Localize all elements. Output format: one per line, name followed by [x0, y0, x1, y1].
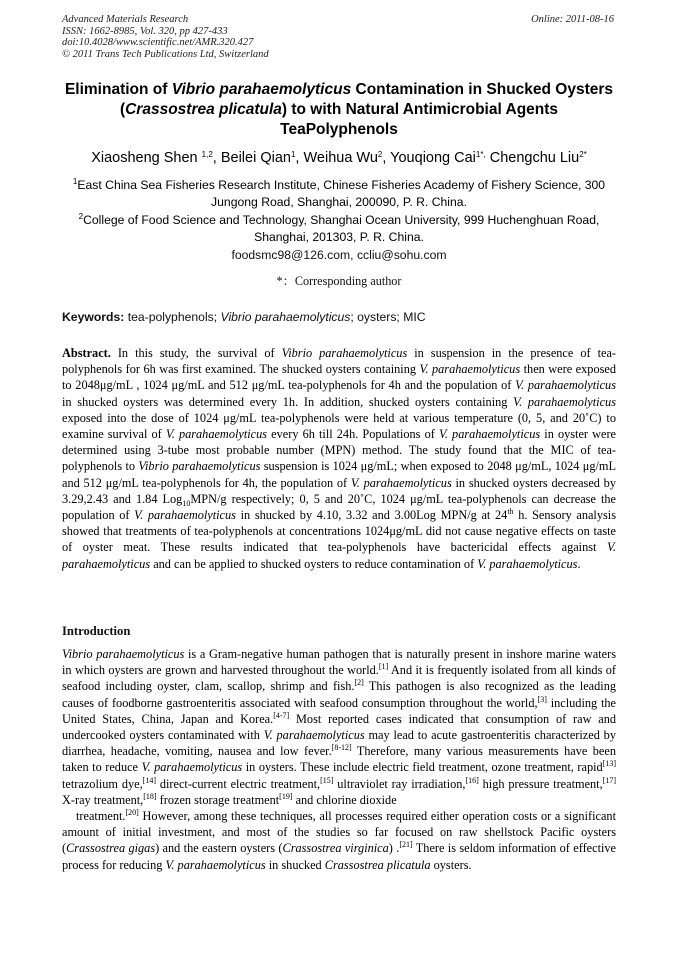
corresponding-author-note: *：Corresponding author: [276, 274, 402, 288]
paragraph: Vibrio parahaemolyticus is a Gram-negative human pathogen that is naturally present in inshore marine waters in which oysters are grown and harvested throughout the world.[1] And it is frequently isolated from all kinds of seafood including oyster, clam, scallop, shrimp and fish.[2] This pathogen is also recognized as the leading causes of foodborne gastroenteritis associated with seafood consumption throughout the world,[3] including the United States, China, Japan and Korea.[4-7] Most reported cases indicated that consumption of raw and undercooked oysters contaminated with V. parahaemolyticus may lead to acute gastroenteritis characterized by diarrhea, headache, vomiting, nausea and low fever.[8-12] Therefore, many various measurements have been taken to reduce V. parahaemolyticus in oysters. These include electric field treatment, ozone treatment, rapid[13] tetrazolium dye,[14] direct-current electric treatment,[15] ultraviolet ray irradiation,[16] high pressure treatment,[17] X-ray treatment,[18] frozen storage treatment[19] and chlorine dioxide: [62, 647, 617, 807]
affiliation-1: $^1$East China Sea Fisheries Research Institute, Chinese Fisheries Academy of Fishery Science, 300 Jungong Road, Shanghai, 200090, P. R. China.: [72, 177, 606, 209]
keywords-label: Keywords:: [62, 310, 125, 324]
author-emails: foodsmc98@126.com, ccliu@sohu.com: [231, 248, 447, 262]
journal-meta: [62, 14, 269, 60]
citation: [4-7]: [273, 710, 290, 720]
citation: [15]: [320, 775, 334, 785]
author-list: Xiaosheng Shen $^{1,2}$, Beilei Qian$^1$, Weihua Wu$^2$, Youqiong Cai$^{1*,}$ Chengchu Liu$^{2*}$: [91, 150, 587, 166]
citation: [17]: [602, 775, 616, 785]
doi-line: doi:10.4028/www.scientific.net/AMR.320.427: [62, 37, 254, 48]
paper-title: Elimination of Vibrio parahaemolyticus Contamination in Shucked Oysters (Crassostrea plicatula) to with Natural Antimicrobial Agents TeaPolyphenols: [64, 81, 614, 138]
abstract-label: Abstract.: [62, 346, 111, 360]
paragraph: treatment.[20] However, among these techniques, all processes required either operation costs or a significant amount of initial investment, and most of the studies so far focused on raw shellstock Pacific oysters (Crassostrea gigas) and the eastern oysters (Crassostrea virginica) .[21] There is seldom information of effective process for reducing V. parahaemolyticus in shucked Crassostrea plicatula oysters.: [62, 808, 617, 872]
author: Youqiong Cai: [390, 150, 476, 166]
issn-line: ISSN: 1662-8985, Vol. 320, pp 427-433: [62, 25, 228, 37]
citation: [14]: [142, 775, 156, 785]
citation: [2]: [354, 678, 364, 688]
citation: [18]: [143, 791, 157, 801]
abstract: Abstract. In this study, the survival of Vibrio parahaemolyticus in suspension in the presence of tea-polyphenols for 6h was first examined. The shucked oysters containing V. parahaemolyticus then were exposed to 2048μg/mL , 1024 μg/mL and 512 μg/mL tea-polyphenols for 4h and the population of V. parahaemolyticus in shucked oysters was determined every 1h. In addition, shucked oysters containing V. parahaemolyticus exposed into the dose of 1024 μg/mL tea-polyphenols were held at various temperature (0, 5, and 20˚C) to examine survival of V. parahaemolyticus every 6h till 24h. Populations of V. parahaemolyticus in oyster were determined using 3-tube most probable number (MPN) method. The study found that the MIC of tea-polyphenols to Vibrio parahaemolyticus suspension is 1024 μg/mL; when exposed to 2048 μg/mL, 1024 μg/mL and 512 μg/mL tea-polyphenols for 4h, the population of V. parahaemolyticus in shucked oysters decreased by 3.29,2.43 and 1.84 Log$_{10}$MPN/g respectively; 0, 5 and 20˚C, 1024 μg/mL tea-polyphenols can decrease the population of V. parahaemolyticus in shucked by 4.10, 3.32 and 3.00Log MPN/g at 24th h. Sensory analysis showed that treatments of tea-polyphenols at concentrations 1024μg/mL did not cause negative effects on taste of oyster meat. These results indicated that tea-polyphenols have bactericidal effects against V. parahaemolyticus and can be applied to shucked oysters to reduce contamination of V. parahaemolyticus.: [62, 346, 617, 571]
introduction-body: [62, 646, 616, 873]
online-date: Online: 2011-08-16: [531, 14, 614, 25]
keywords: Keywords: tea-polyphenols; Vibrio parahaemolyticus; oysters; MIC: [62, 310, 426, 324]
citation: [19]: [279, 791, 293, 801]
section-heading-introduction: Introduction: [62, 624, 131, 638]
citation: [13]: [602, 759, 617, 769]
author: Weihua Wu: [303, 150, 378, 166]
citation: [21]: [399, 840, 413, 850]
citation: [16]: [465, 775, 479, 785]
author: Beilei Qian: [220, 150, 291, 166]
copyright-line: © 2011 Trans Tech Publications Ltd, Switzerland: [62, 48, 269, 60]
citation: [8-12]: [331, 743, 352, 753]
journal-name: Advanced Materials Research: [62, 14, 189, 25]
author: Xiaosheng Shen: [91, 150, 202, 166]
affiliation-2: $^2$College of Food Science and Technology, Shanghai Ocean University, 999 Huchenghuan Road, Shanghai, 201303, P. R. China.: [78, 212, 600, 244]
citation: [20]: [125, 808, 139, 818]
citation: [1]: [378, 662, 389, 672]
citation: [3]: [537, 694, 547, 704]
author: Chengchu Liu: [489, 150, 580, 166]
